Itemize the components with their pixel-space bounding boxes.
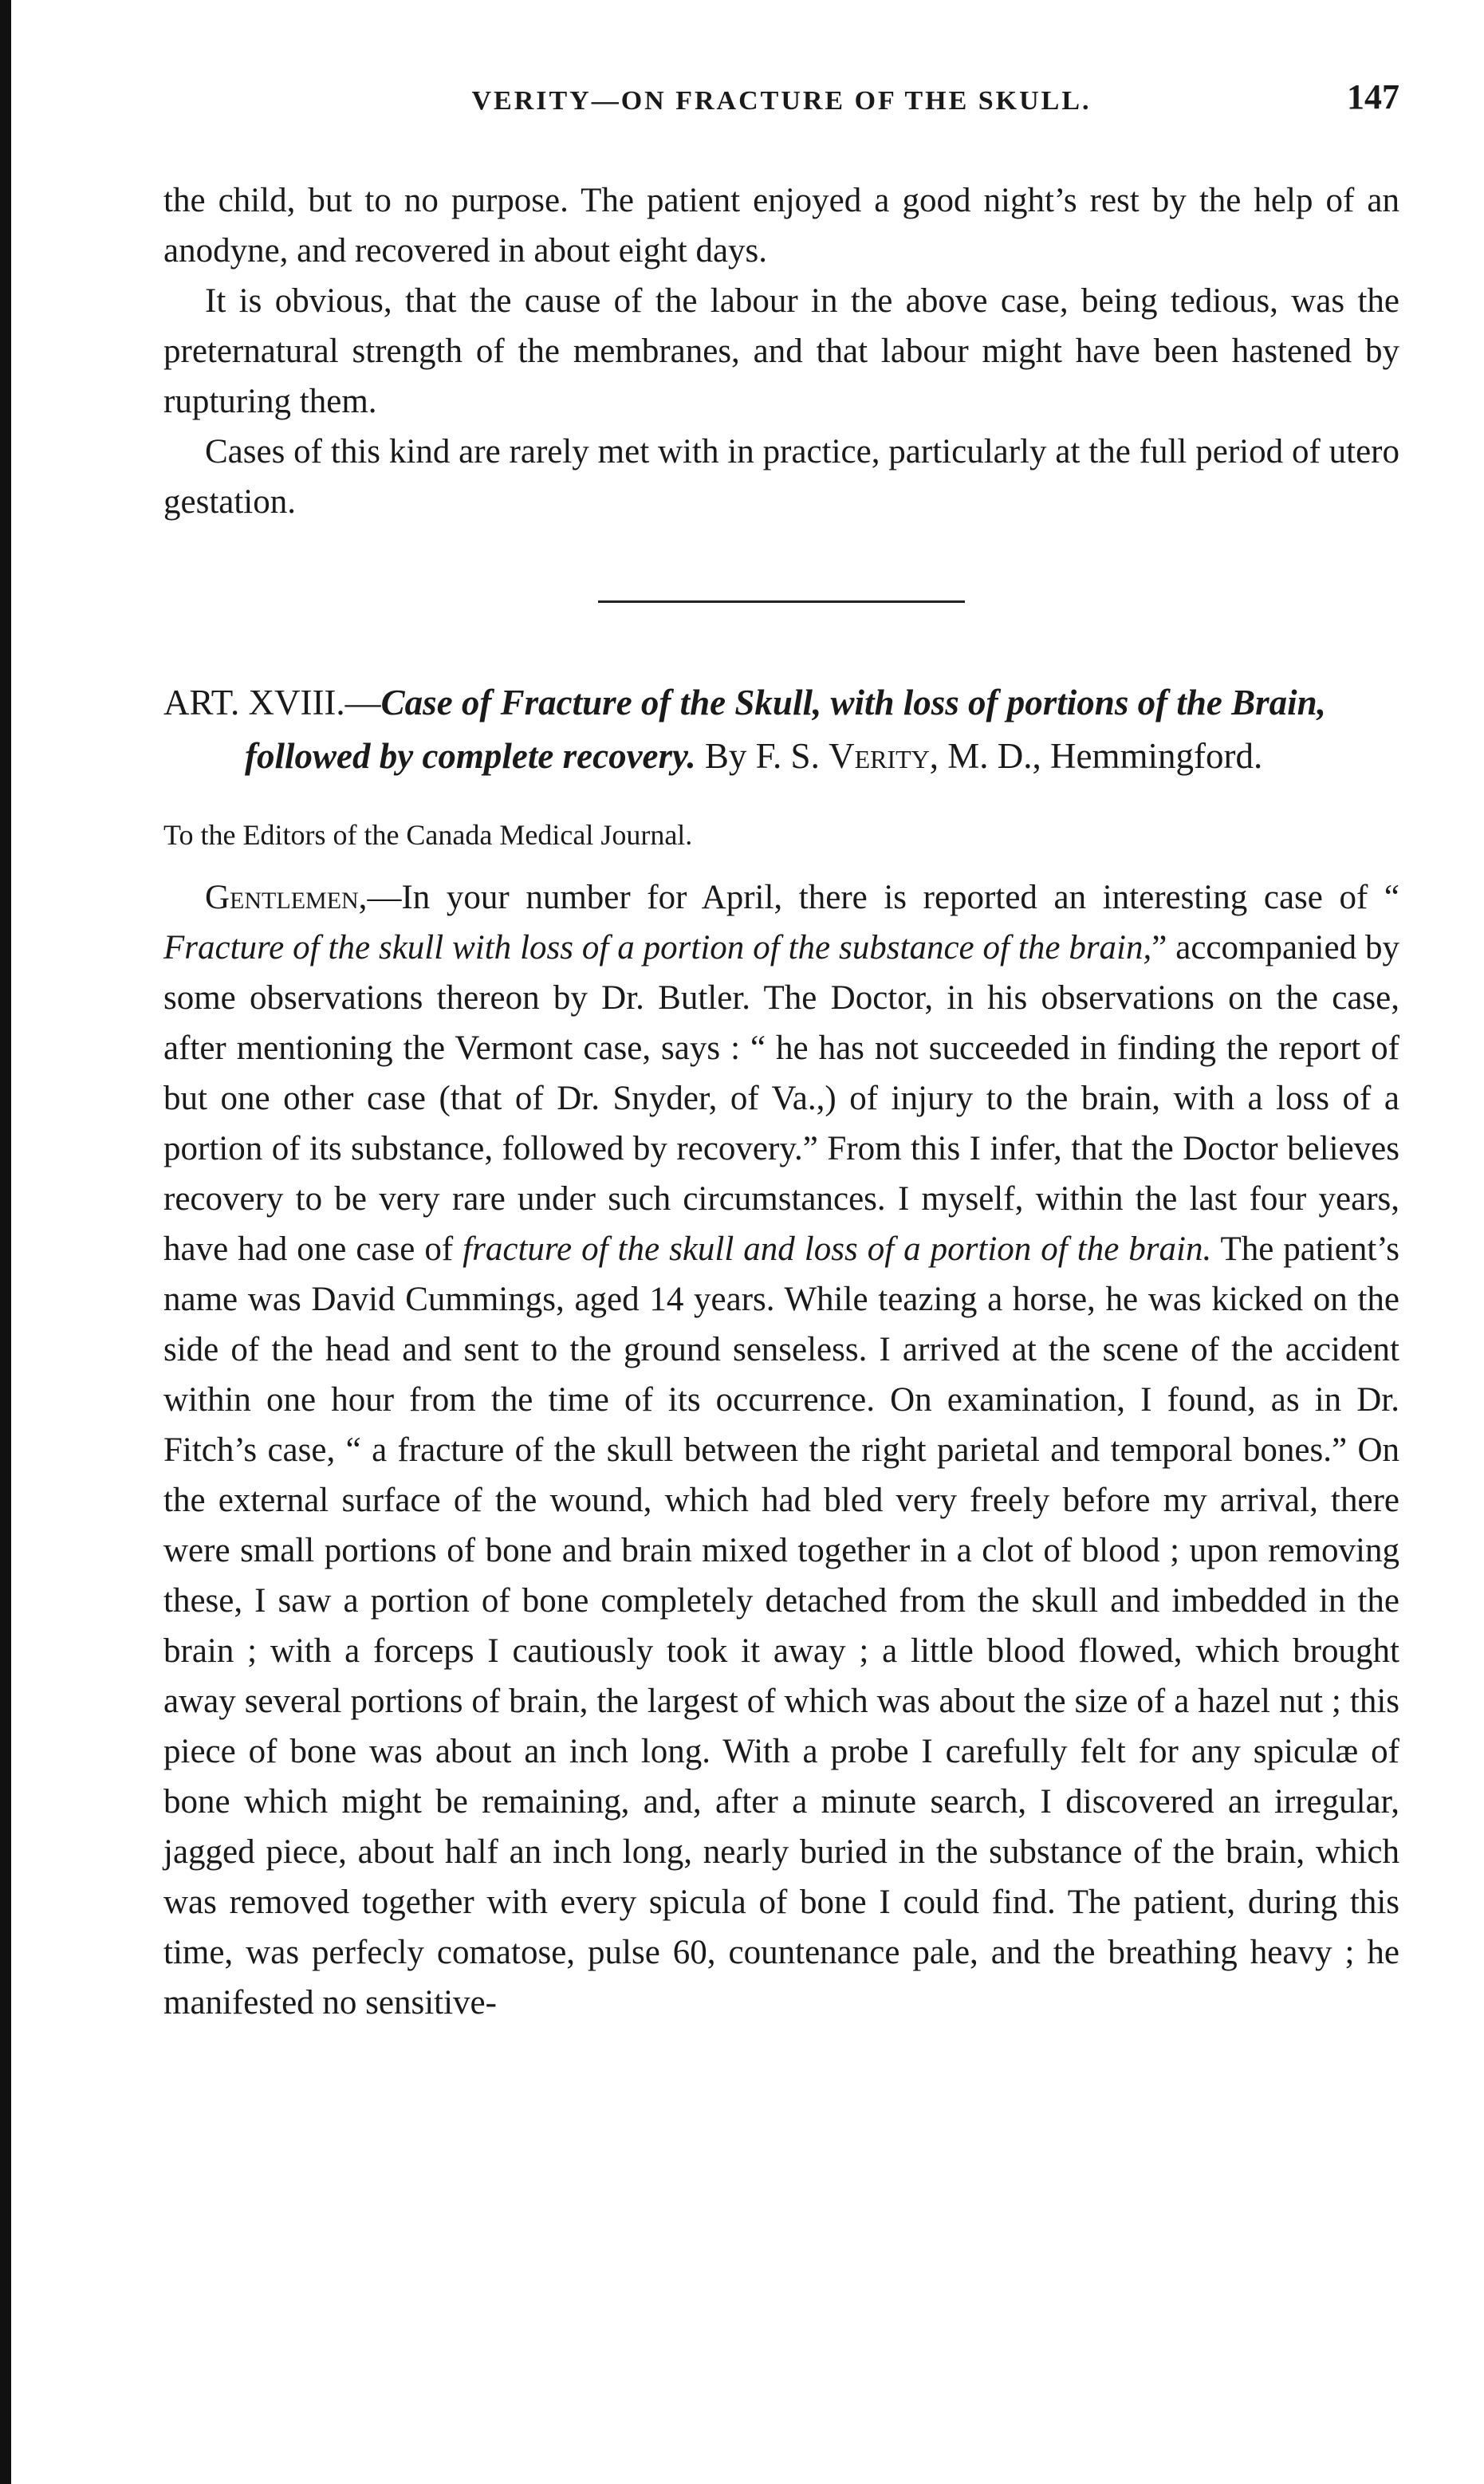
body-text: The patient’s name was David Cummings, aged 14 years. While teazing a horse, he was kicked on the side of the head and sent to the ground senseless. I arrived at the scene of the accident within one hour from the time of its occurrence. On examination, I found, as in Dr. Fitch’s case, “ a fracture of the skull between the right parietal and temporal bones.” On the external surface of the wound, which had bled very freely before my arrival, there were small portions of bone and brain mixed together in a clot of blood ; upon removing these, I saw a portion of bone completely detached from the skull and imbedded in the brain ; with a forceps I cautiously took it away ; a little blood flowed, which brought away several portions of brain, the largest of which was about the size of a hazel nut ; this piece of bone was about an inch long. With a probe I carefully felt for any spiculæ of bone which might be remaining, and, after a minute search, I discovered an irregular, jagged piece, about half an inch long, nearly buried in the substance of the brain, which was removed together with every spicula of bone I could find. The patient, during this time, was perfecly comatose, pulse 60, countenance pale, and the breathing heavy ; he manifested no sensitive- xyxy=(163,1230,1399,2021)
salutation: Gentlemen, xyxy=(205,879,368,916)
article-heading xyxy=(163,676,1399,783)
article-degree: , M. D., xyxy=(929,736,1041,776)
section-divider xyxy=(598,600,965,603)
previous-article-paragraph: It is obvious, that the cause of the labour in the above case, being tedious, was the preternatural strength of the membranes, and that labour might have been hastened by rupturing them. xyxy=(163,282,1399,420)
addressee-line: To the Editors of the Canada Medical Journal. xyxy=(163,819,693,851)
journal-page xyxy=(163,72,1399,2028)
article-author: Verity xyxy=(829,736,930,776)
previous-article-paragraph: Cases of this kind are rarely met with in practice, particularly at the full period of utero gestation. xyxy=(163,433,1399,521)
body-text: —In your number for April, there is reported an interesting case of “ xyxy=(367,879,1399,916)
page-number: 147 xyxy=(1347,77,1399,116)
article-byline: By F. S. xyxy=(695,736,829,776)
body-text-italic: fracture of the skull and loss of a portion of the brain. xyxy=(463,1230,1212,1268)
article-title: Case of Fracture of the Skull, with loss of portions of the Brain, followed by complete recovery. xyxy=(245,683,1326,776)
article-place: Hemmingford. xyxy=(1041,736,1263,776)
body-text: ” accompanied by some observations thereon by Dr. Butler. The Doctor, in his observations on the case, after mentioning the Vermont case, says : “ he has not succeeded in finding the report of but one other case (that of Dr. Snyder, of Va.,) of injury to the brain, with a loss of a portion of its substance, followed by recovery.” From this I infer, that the Doctor believes recovery to be very rare under such circumstances. I myself, within the last four years, have had one case of xyxy=(163,929,1399,1268)
article-body-paragraph xyxy=(163,872,1399,2028)
body-text-italic: Fracture of the skull with loss of a portion of the substance of the brain, xyxy=(163,929,1152,966)
article-number: ART. XVIII.— xyxy=(163,683,381,722)
running-title: VERITY—ON FRACTURE OF THE SKULL. xyxy=(471,86,1092,116)
page-binding-edge xyxy=(0,0,11,2484)
running-header xyxy=(163,72,1399,128)
previous-article-paragraph: the child, but to no purpose. The patient enjoyed a good night’s rest by the help of an anodyne, and recovered in about eight days. xyxy=(163,182,1399,270)
